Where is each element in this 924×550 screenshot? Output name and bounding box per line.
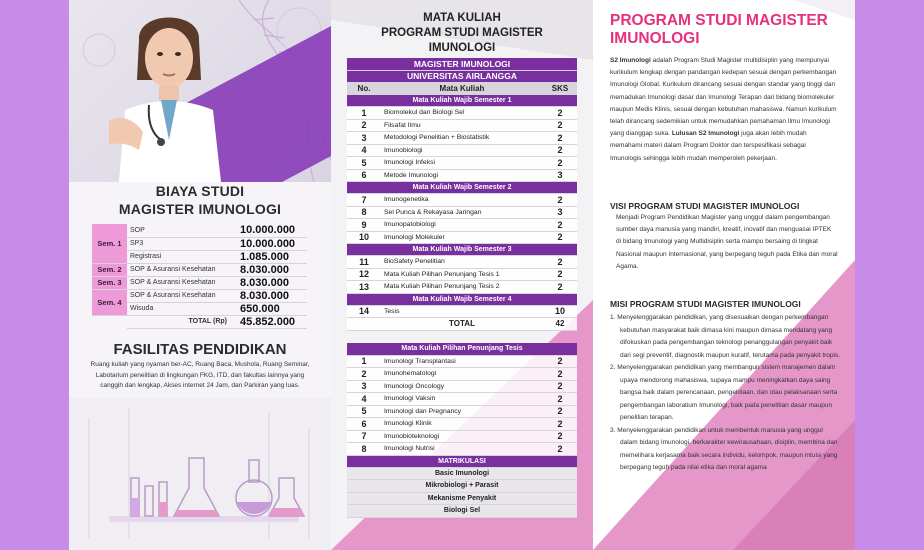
course-number: 13: [347, 281, 381, 294]
elective-name: Imunologi Vaksin: [381, 393, 543, 406]
matriculation-rows: [347, 467, 577, 517]
course-name: Mata Kuliah Pilihan Penunjang Tesis 2: [381, 281, 543, 294]
table-row: [347, 107, 577, 120]
intro-bold: S2 Imunologi: [610, 57, 651, 64]
course-name: Imunopatobiologi: [381, 219, 543, 232]
matriculation-item: Mikrobiologi + Parasit: [347, 480, 577, 493]
middle-panel: [331, 0, 593, 550]
course-name: Mata Kuliah Pilihan Penunjang Tesis 1: [381, 268, 543, 281]
course-number: 11: [347, 256, 381, 269]
matriculation-row: [347, 480, 577, 493]
course-sks: 2: [543, 132, 577, 145]
course-number: 1: [347, 107, 381, 120]
fee-item: SOP & Asuransi Kesehatan: [127, 263, 237, 276]
course-sks: 2: [543, 219, 577, 232]
course-number: 14: [347, 305, 381, 318]
course-sks: 2: [543, 194, 577, 207]
left-panel: [69, 0, 331, 550]
elective-name: Imunologi Klinik: [381, 418, 543, 431]
course-sks: 2: [543, 107, 577, 120]
matriculation-row: [347, 492, 577, 505]
table-row: [347, 430, 577, 443]
table-row: [347, 132, 577, 145]
fee-item: SOP & Asuransi Kesehatan: [127, 276, 237, 289]
table-row: [347, 418, 577, 431]
section-title: Mata Kuliah Wajib Semester 2: [347, 182, 577, 194]
program-title: PROGRAM STUDI MAGISTER: [610, 12, 828, 29]
brochure-page: [69, 0, 855, 550]
mission-item: 3. Menyelenggarakan pendidikan untuk membentuk manusia yang unggul dalam bidang Imunologi, berkarakter kewirausahaan, disiplin, membina dan memelihara kerjasama baik secara individu, kelompok, maupun intuisi yang berpegang teguh pada nilai etika dan moral agama: [610, 426, 838, 471]
doctor-figure-icon: [109, 0, 229, 182]
matriculation-row: [347, 467, 577, 480]
matriculation-item: Basic Imunologi: [347, 467, 577, 480]
course-sks: 2: [543, 281, 577, 294]
course-name: Metodologi Penelitian + Biostatistik: [381, 132, 543, 145]
courses-title: MATA KULIAH: [423, 12, 501, 24]
course-table-head-2: UNIVERSITAS AIRLANGGA: [347, 70, 577, 82]
courses-title-3: IMUNOLOGI: [428, 42, 496, 54]
elective-name: Imunobioteknologi: [381, 430, 543, 443]
course-number: 10: [347, 231, 381, 244]
elective-sks: 2: [543, 430, 577, 443]
table-row: [347, 355, 577, 368]
section-title: Mata Kuliah Wajib Semester 3: [347, 244, 577, 256]
elective-name: Imunologi dan Pregnancy: [381, 405, 543, 418]
elective-sks: 2: [543, 380, 577, 393]
table-row: [347, 231, 577, 244]
course-total-label: TOTAL: [381, 318, 543, 331]
course-table: [347, 58, 577, 331]
elective-name: Imunologi Nutrisi: [381, 443, 543, 456]
elective-sks: 2: [543, 405, 577, 418]
facilities-title: FASILITAS PENDIDIKAN: [113, 341, 287, 358]
course-sks: 2: [543, 119, 577, 132]
elective-number: 4: [347, 393, 381, 406]
fee-item: Wisuda: [127, 302, 237, 315]
course-name: Sel Punca & Rekayasa Jaringan: [381, 206, 543, 219]
course-sks: 2: [543, 256, 577, 269]
fee-row: [92, 276, 307, 289]
table-row: [347, 405, 577, 418]
fee-row: [92, 289, 307, 302]
fee-amount: 1.085.000: [237, 250, 307, 263]
course-number: 6: [347, 169, 381, 182]
course-name: Imunologi Molekuler: [381, 231, 543, 244]
lab-equipment-icon: [69, 398, 331, 550]
fee-item: SP3: [127, 237, 237, 250]
column-header-course: Mata Kuliah: [381, 82, 543, 95]
hero-image: [69, 0, 331, 182]
course-name: Tesis: [381, 305, 543, 318]
mission-item: 1. Menyelenggarakan pendidikan, yang disesuaikan dengan perkembangan kebutuhan masyarakat baik dimasa kini maupun dimasa mendatang yang difokuskan pada pengembangan teknologi penanggulangan penyakit baik dari segi preventif, diagnostik maupun kuratif, terutama pada penyakit tropis.: [610, 314, 841, 359]
table-row: [347, 256, 577, 269]
courses-title-2: PROGRAM STUDI MAGISTER: [381, 27, 543, 39]
fee-item: SOP: [127, 224, 237, 237]
course-sks: 2: [543, 231, 577, 244]
table-row: [347, 119, 577, 132]
fee-semester: Sem. 1: [92, 224, 127, 263]
elective-number: 1: [347, 355, 381, 368]
fee-item: SOP & Asuransi Kesehatan: [127, 289, 237, 302]
elective-number: 2: [347, 368, 381, 381]
fee-total-label: TOTAL (Rp): [127, 315, 237, 328]
elective-sks: 2: [543, 368, 577, 381]
course-name: Metode Imunologi: [381, 169, 543, 182]
fee-total-row: [92, 315, 307, 328]
course-sks: 3: [543, 169, 577, 182]
section-title: Mata Kuliah Wajib Semester 1: [347, 95, 577, 107]
table-row: [347, 393, 577, 406]
course-number: 5: [347, 157, 381, 170]
fee-subtitle: MAGISTER IMUNOLOGI: [118, 201, 282, 217]
course-number: 9: [347, 219, 381, 232]
fee-amount: 8.030.000: [237, 263, 307, 276]
column-header-no: No.: [347, 82, 381, 95]
elective-name: Imunohematologi: [381, 368, 543, 381]
course-total-sks: 42: [543, 318, 577, 331]
elective-number: 5: [347, 405, 381, 418]
fee-amount: 650.000: [237, 302, 307, 315]
fee-title: BIAYA STUDI: [155, 183, 245, 199]
table-row: [347, 206, 577, 219]
right-panel: [593, 0, 855, 550]
course-table-head: MAGISTER IMUNOLOGI: [347, 58, 577, 70]
elective-table: [347, 343, 577, 518]
course-name: Imunobiologi: [381, 144, 543, 157]
table-row: [347, 157, 577, 170]
table-row: [347, 443, 577, 456]
matriculation-row: [347, 505, 577, 518]
table-row: [347, 194, 577, 207]
course-name: Biomolekul dan Biologi Sel: [381, 107, 543, 120]
mission-list: [610, 312, 842, 475]
mission-title: MISI PROGRAM STUDI MAGISTER IMUNOLOGI: [610, 299, 801, 309]
elective-name: Imunologi Transplantasi: [381, 355, 543, 368]
table-row: [347, 144, 577, 157]
course-sks: 3: [543, 206, 577, 219]
fee-semester: Sem. 3: [92, 276, 127, 289]
elective-sks: 2: [543, 443, 577, 456]
table-row: [347, 268, 577, 281]
fee-item: Registrasi: [127, 250, 237, 263]
intro2-bold: Lulusan S2 Imunologi: [671, 130, 740, 138]
fee-amount: 8.030.000: [237, 276, 307, 289]
table-row: [347, 368, 577, 381]
course-number: 12: [347, 268, 381, 281]
facilities-text: Ruang kuliah yang nyaman ber-AC, Ruang Baca, Mushola, Ruang Seminar, Labotarium penelitian di lingkungan FKG, ITD, dan fakultas lainnya yang canggih dan lengkap, Akses internet 24 Jam, dan Parkiran yang luas.: [90, 361, 310, 389]
fee-semester: Sem. 2: [92, 263, 127, 276]
elective-title: Mata Kuliah Pilihan Penunjang Tesis: [347, 343, 577, 355]
course-number: 7: [347, 194, 381, 207]
elective-sks: 2: [543, 418, 577, 431]
column-header-sks: SKS: [543, 82, 577, 95]
matriculation-title: MATRIKULASI: [347, 455, 577, 467]
program-intro: [610, 55, 838, 165]
course-number: 2: [347, 119, 381, 132]
fee-row: [92, 224, 307, 237]
intro-text: adalah Program Studi Magister multidisiplin yang mempunyai kurikulum lengkap dengan pandangan kedepan sesuai dengan perkembangan Imunologi Global. Kurikulum dirancang sesuai dengan standar yang tinggi dan memadukan Imunologi dasar dan Imunologi Terapan dari bidang biomolekuler maupun Medis Klinis, sesuai dengan kebutuhan mahasiswa. Namun kurikulum telah dirancang sedemikian untuk memudahkan pemahaman Ilmu Imunologi yang dianggap suka.: [610, 57, 837, 138]
table-row: [347, 380, 577, 393]
elective-number: 7: [347, 430, 381, 443]
table-row: [347, 169, 577, 182]
fee-amount: 10.000.000: [237, 237, 307, 250]
course-sks: 2: [543, 157, 577, 170]
elective-name: Imunologi Oncology: [381, 380, 543, 393]
vision-title: VISI PROGRAM STUDI MAGISTER IMUNOLOGI: [610, 201, 800, 211]
course-sks: 10: [543, 305, 577, 318]
fee-semester: Sem. 4: [92, 289, 127, 315]
course-name: Imunogenetika: [381, 194, 543, 207]
fee-amount: 8.030.000: [237, 289, 307, 302]
course-name: BioSafety Penelitian: [381, 256, 543, 269]
elective-number: 3: [347, 380, 381, 393]
course-sks: 2: [543, 144, 577, 157]
fee-table: [92, 224, 307, 329]
matriculation-item: Biologi Sel: [347, 505, 577, 518]
table-row: [347, 219, 577, 232]
intro2-text: juga akan lebih mudah memahami materi dalam Program Doktor dan terspesifikasi sebagai Imunologis sehingga lebih mudah memperoleh pekerjaan.: [610, 130, 807, 162]
course-name: Imunologi Infeksi: [381, 157, 543, 170]
course-sections: [347, 95, 577, 318]
elective-sks: 2: [543, 355, 577, 368]
matriculation-item: Mekanisme Penyakit: [347, 492, 577, 505]
elective-rows: [347, 355, 577, 455]
fee-amount: 10.000.000: [237, 224, 307, 237]
program-title-2: IMUNOLOGI: [610, 30, 700, 47]
vision-text: Menjadi Program Pendidikan Magister yang unggul dalam pengembangan sumber daya manusia yang mandiri, kreatif, inovatif dan menguasai IPTEK di bidang Imunologi yang Multidisiplin serta mampu bersaing di tingkat Nasional maupun Internasional, yang berpegang teguh pada Etika dan moral Agama.: [616, 214, 838, 270]
course-sks: 2: [543, 268, 577, 281]
course-name: Filsafat Ilmu: [381, 119, 543, 132]
course-number: 4: [347, 144, 381, 157]
course-number: 8: [347, 206, 381, 219]
fee-total-amount: 45.852.000: [237, 315, 307, 328]
table-row: [347, 281, 577, 294]
elective-number: 8: [347, 443, 381, 456]
course-number: 3: [347, 132, 381, 145]
section-title: Mata Kuliah Wajib Semester 4: [347, 293, 577, 305]
fee-row: [92, 263, 307, 276]
elective-sks: 2: [543, 393, 577, 406]
elective-number: 6: [347, 418, 381, 431]
table-row: [347, 305, 577, 318]
mission-item: 2. Menyelenggarakan pendidikan yang membangun sistem manajemen dalam upaya mendorong mahasiswa, supaya mampu meningkatkan daya saing bangsa baik dalam perencanaan, pengelolaan, dan otau pelaksanaan serta pengembangan laboratium Imunologi, baik pada penelitian dasar maupun penelitian terapan.: [610, 364, 838, 421]
